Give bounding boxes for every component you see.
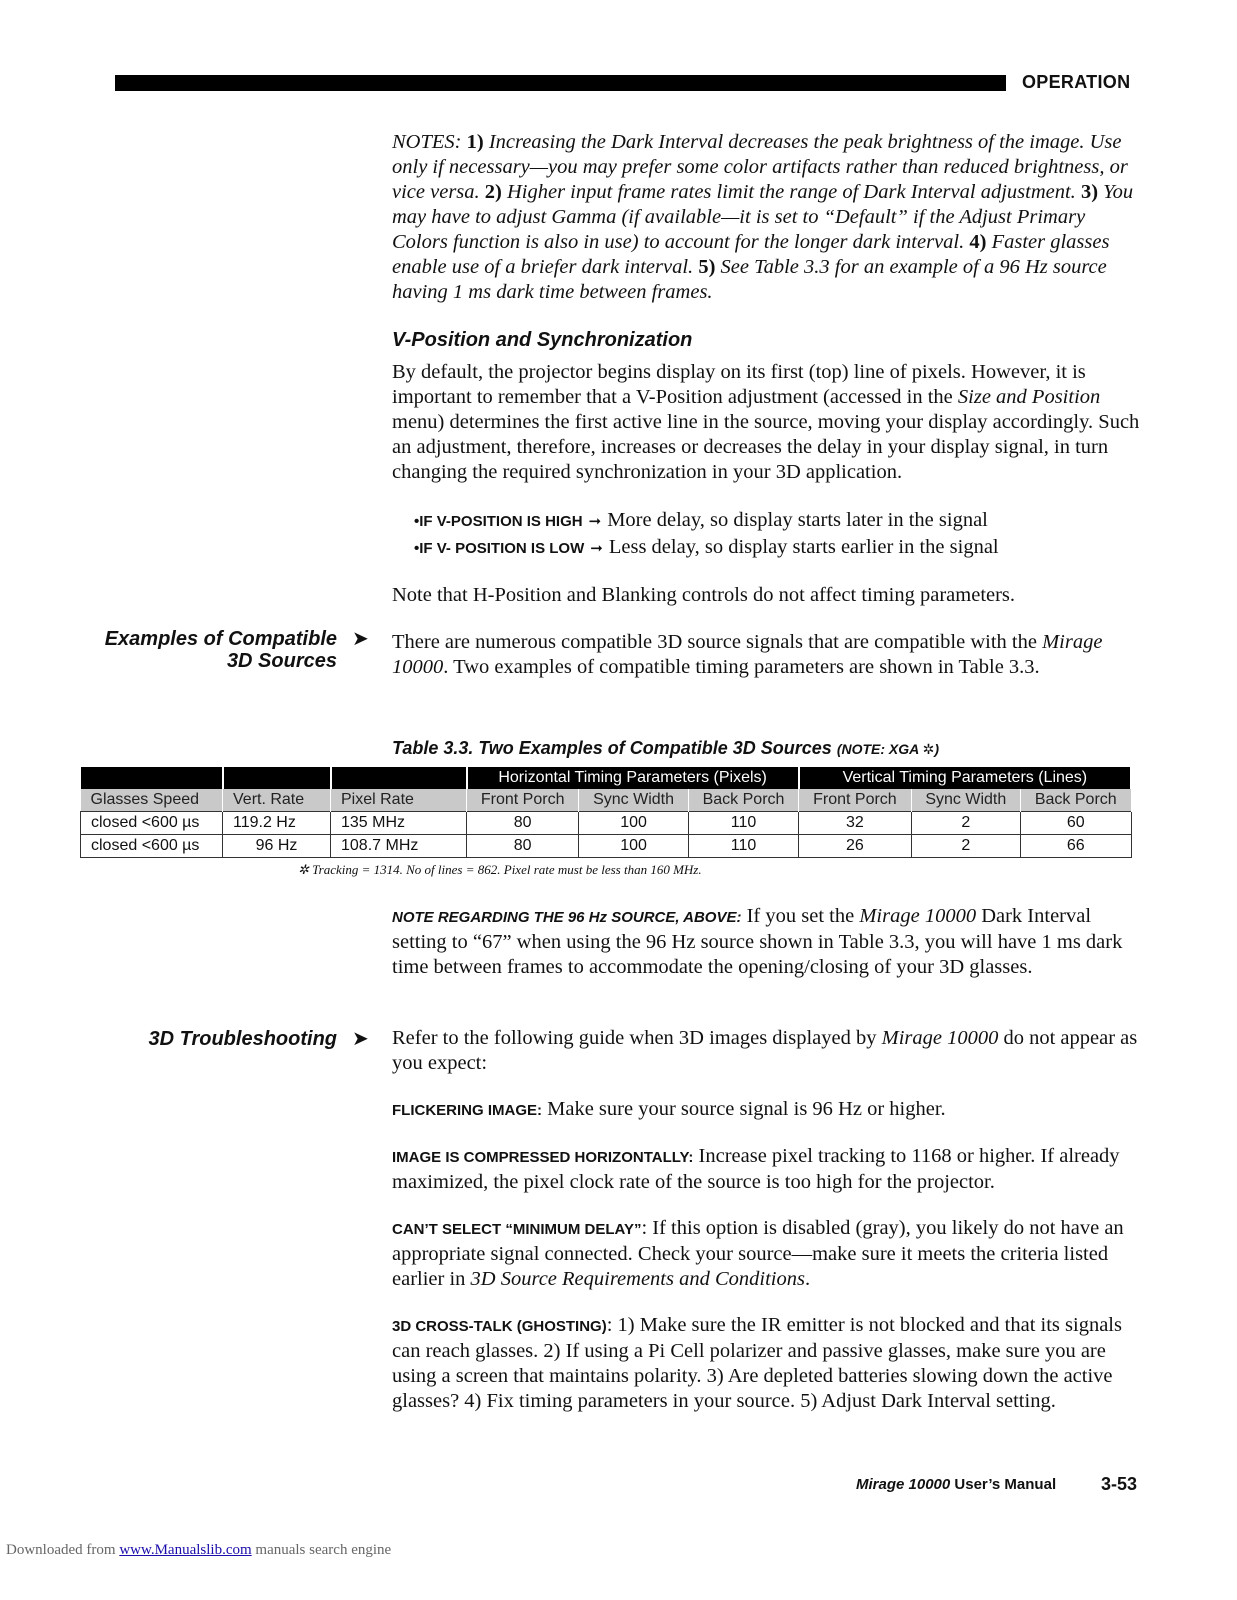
issue-text: : If this option is disabled (gray), you likely do not have an appropriate signal connected. Check your source—make sure it meets the criteria listed earlier in xyxy=(392,1217,1124,1290)
column-header: Front Porch xyxy=(799,789,911,812)
menu-name: Size and Position xyxy=(957,386,1101,408)
product-name: Mirage 10000 xyxy=(881,1027,999,1049)
note-text: Increasing the Dark Interval decreases the peak brightness of the image. Use only if necessary—you may prefer some color artifacts rather than reduced brightness, or vice versa. xyxy=(392,131,1128,203)
issue-label: IMAGE IS COMPRESSED HORIZONTALLY: xyxy=(392,1149,694,1166)
side-heading-line: 3D Sources xyxy=(226,650,337,672)
table-title-note: (NOTE: XGA ✲) xyxy=(836,741,940,757)
issue-text: Increase pixel tracking to 1168 or higher. If already maximized, the pixel clock rate of the source is too high for the projector. xyxy=(392,1145,1120,1193)
group-header-horizontal: Horizontal Timing Parameters (Pixels) xyxy=(467,767,799,789)
table-cell: closed <600 µs xyxy=(81,835,223,858)
bullet-label: •IF V-POSITION IS HIGH xyxy=(414,513,583,530)
table-cell: 2 xyxy=(911,835,1020,858)
table-cell: 26 xyxy=(799,835,911,858)
table-group-header xyxy=(81,767,1132,789)
notes-paragraph xyxy=(392,130,1144,305)
paragraph-text: menu) determines the first active line in the source, moving your display accordingly. Such an adjustment, therefore, increases or decreases the delay in your display signal, in turn changing the required synchronization in your 3D application. xyxy=(392,411,1140,483)
credit-text: Downloaded from xyxy=(6,1542,120,1558)
footer-manual-title xyxy=(856,1476,1056,1493)
note-number: 2) xyxy=(484,181,502,203)
troubleshooting-side-heading: 3D Troubleshooting xyxy=(148,1028,337,1050)
timing-table xyxy=(80,767,1132,858)
table-cell: 2 xyxy=(911,812,1020,835)
bullet-item-high xyxy=(414,509,988,532)
page-number: 3-53 xyxy=(1101,1474,1138,1494)
group-header-vertical: Vertical Timing Parameters (Lines) xyxy=(799,767,1131,789)
paragraph-text: Dark Interval setting to “67” when using the 96 Hz source shown in Table 3.3, you will have 1 ms dark time between frames to accommodate the opening/closing of your 3D glasses. xyxy=(392,905,1123,978)
vposition-paragraph xyxy=(392,360,1144,485)
paragraph-text: do not appear as you expect: xyxy=(392,1027,1138,1074)
issue-text: . xyxy=(804,1268,811,1290)
paragraph-text: By default, the projector begins display on its first (top) line of pixels. However, it is important to remember that a V-Position adjustment (accessed in the xyxy=(392,361,1086,408)
right-arrow-icon: ➞ xyxy=(590,541,603,557)
note-text: See Table 3.3 for an example of a 96 Hz source having 1 ms dark time between frames. xyxy=(392,256,1107,303)
note-text: Faster glasses enable use of a briefer dark interval. xyxy=(392,231,1110,278)
table-cell: 96 Hz xyxy=(223,835,331,858)
product-name: Mirage 10000 xyxy=(392,631,1103,678)
table-column-header xyxy=(81,789,1132,812)
compressed-item xyxy=(392,1144,1144,1195)
table-cell: 100 xyxy=(579,812,688,835)
footer-text: User’s Manual xyxy=(950,1476,1057,1493)
note-96hz-paragraph xyxy=(392,904,1144,980)
note-label: NOTE REGARDING THE 96 Hz SOURCE, ABOVE: xyxy=(392,909,742,926)
bullet-text: More delay, so display starts later in the signal xyxy=(607,509,988,531)
table-cell: 66 xyxy=(1021,835,1131,858)
note-number: 5) xyxy=(698,256,716,278)
column-header: Back Porch xyxy=(1021,789,1131,812)
note-text: Higher input frame rates limit the range of Dark Interval adjustment. xyxy=(501,181,1081,203)
table-row xyxy=(81,835,1132,858)
issue-text: Make sure your source signal is 96 Hz or higher. xyxy=(542,1098,946,1120)
manualslib-link[interactable]: www.Manualslib.com xyxy=(119,1542,252,1558)
bullet-label: •IF V- POSITION IS LOW xyxy=(414,540,585,557)
paragraph-text: Refer to the following guide when 3D images displayed by xyxy=(392,1027,882,1049)
side-arrow-icon: ➤ xyxy=(352,1028,369,1050)
download-credit xyxy=(6,1542,391,1559)
column-header: Sync Width xyxy=(579,789,688,812)
note-number: 4) xyxy=(969,231,987,253)
examples-side-heading xyxy=(105,628,337,672)
notes-label: NOTES: xyxy=(392,131,462,153)
flickering-item xyxy=(392,1097,1144,1123)
vposition-heading: V-Position and Synchronization xyxy=(392,329,693,351)
issue-label: CAN’T SELECT “MINIMUM DELAY” xyxy=(392,1221,642,1238)
troubleshooting-intro xyxy=(392,1026,1144,1076)
section-title: OPERATION xyxy=(1022,72,1131,92)
column-header: Pixel Rate xyxy=(331,789,467,812)
issue-text: : 1) Make sure the IR emitter is not blocked and that its signals can reach glasses. 2) If using a Pi Cell polarizer and passive glasses, make sure you are using a screen that maintains polarity. 3) Are depleted batteries slowing down the active glasses? 4) Fix timing parameters in your source. 5) Adjust Dark Interval setting. xyxy=(392,1314,1122,1412)
issue-label: 3D CROSS-TALK (GHOSTING) xyxy=(392,1318,607,1335)
table-cell: 135 MHz xyxy=(331,812,467,835)
timing-note: Note that H-Position and Blanking controls do not affect timing parameters. xyxy=(392,584,1016,606)
table-title-text: Table 3.3. Two Examples of Compatible 3D Sources xyxy=(392,738,832,758)
column-header: Glasses Speed xyxy=(81,789,223,812)
section-reference: 3D Source Requirements and Conditions xyxy=(470,1268,805,1290)
ghosting-item xyxy=(392,1313,1144,1414)
note-text: You may have to adjust Gamma (if available—it is set to “Default” if the Adjust Primary Colors function is also in use) to account for the longer dark interval. xyxy=(392,181,1134,253)
product-name: Mirage 10000 xyxy=(859,905,977,927)
bullet-item-low xyxy=(414,536,999,559)
column-header: Back Porch xyxy=(688,789,798,812)
footer-product: Mirage 10000 xyxy=(856,1476,951,1493)
table-cell: 110 xyxy=(688,812,798,835)
table-footnote: ✲ Tracking = 1314. No of lines = 862. Pixel rate must be less than 160 MHz. xyxy=(298,862,702,877)
table-cell: 100 xyxy=(579,835,688,858)
table-cell: 60 xyxy=(1021,812,1131,835)
header-rule xyxy=(115,75,1006,91)
table-cell: 119.2 Hz xyxy=(223,812,331,835)
issue-label: FLICKERING IMAGE: xyxy=(392,1102,542,1119)
group-cell-empty xyxy=(331,767,467,789)
table-cell: closed <600 µs xyxy=(81,812,223,835)
table-row xyxy=(81,812,1132,835)
group-cell-empty xyxy=(223,767,331,789)
table-cell: 108.7 MHz xyxy=(331,835,467,858)
table-title xyxy=(392,738,939,759)
bullet-text: Less delay, so display starts earlier in the signal xyxy=(608,536,999,558)
table-cell: 110 xyxy=(688,835,798,858)
paragraph-text: There are numerous compatible 3D source signals that are compatible with the xyxy=(392,631,1043,653)
side-heading-line: Examples of Compatible xyxy=(104,628,337,650)
table-cell: 80 xyxy=(467,812,579,835)
side-arrow-icon: ➤ xyxy=(352,628,369,650)
note-number: 3) xyxy=(1080,181,1099,203)
paragraph-text: . Two examples of compatible timing parameters are shown in Table 3.3. xyxy=(443,656,1040,678)
column-header: Front Porch xyxy=(467,789,579,812)
minimum-delay-item xyxy=(392,1216,1144,1292)
table-cell: 80 xyxy=(467,835,579,858)
paragraph-text: If you set the xyxy=(741,905,860,927)
right-arrow-icon: ➞ xyxy=(588,514,602,530)
group-cell-empty xyxy=(81,767,223,789)
examples-paragraph xyxy=(392,630,1144,680)
column-header: Vert. Rate xyxy=(223,789,331,812)
column-header: Sync Width xyxy=(911,789,1020,812)
table-cell: 32 xyxy=(799,812,911,835)
credit-text: manuals search engine xyxy=(251,1542,392,1558)
note-number: 1) xyxy=(466,131,484,153)
